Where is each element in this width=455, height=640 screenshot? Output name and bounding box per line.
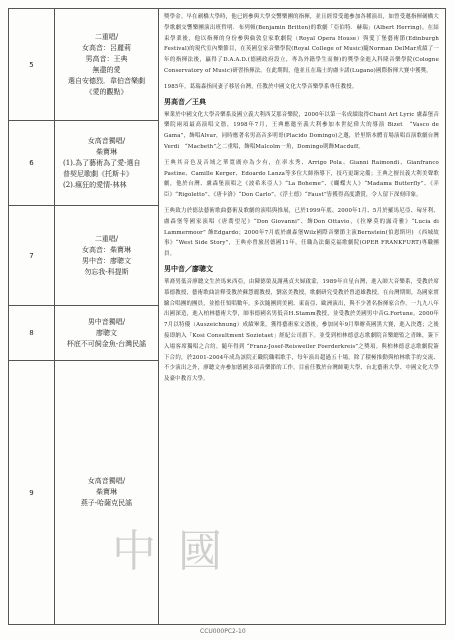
piece-line: 《愛的觀點》 bbox=[85, 87, 128, 96]
program-piece bbox=[55, 206, 159, 306]
bio-paragraph: 獎學金。早在劍橋大學時，他已經參與大學交響樂團的指揮，並且經常受邀參加各種演出，如曾受邀指揮劍橋大學歌劇交響樂團演出班哲明．布列頓(Benjamin Britten)的歌劇「亞伯特．赫瑞」(Albert Herring)。在結束學業後，他以指揮的身份參與倫敦皇家歌劇院（Royal Opera House）與愛丁堡藝術節(Edinburgh Festival)的現代室內樂節目，在英國皇家音樂學院(Royal College of Music)隨Norman DelMar成績了一年的指揮法後，贏得了D.A.A.D.(德國政府設立，專為外籍學生而辦)的獎學金進入科隆音樂學院(Cologne Conservatory of Music)研習指揮法。在此期間，他並且在瑞士的盧卡諾(Lugano)國際指揮大賽中獲獎。 bbox=[164, 14, 439, 74]
row-number: 8 bbox=[9, 306, 55, 361]
piece-line: 女高音獨唱/ bbox=[87, 136, 126, 145]
piece-line: 二重唱/ bbox=[94, 234, 119, 243]
piece-line: 選自安德烈．韋伯音樂劇 bbox=[68, 76, 145, 85]
piece-line: 二重唱/ bbox=[94, 32, 119, 41]
piece-line: 普契尼歌劇《托斯卡》 bbox=[63, 169, 133, 178]
piece-line: 女高音：柴寶琳 bbox=[82, 245, 131, 254]
piece-line: 柴寶琳 bbox=[96, 147, 117, 156]
piece-line: (2).瘋狂的愛情-林林 bbox=[63, 180, 127, 189]
piece-line: 無盡的愛 bbox=[92, 65, 121, 74]
bio-paragraph: 畢業於中國文化大學音樂系及國立義大利西艾那音樂院，2000年以第一名成績取得Chant Art Lyric 盧森堡音樂院兩項最高演唱文憑，1998年7月，王典應邀至義大利參加本世紀偉大的導演 Bizet “Vasco de Gama”，飾唱Alvar，同時應著名男高音多明哥(Placido Domingo)之邀，於里斯本體育場演唱首演歌劇台灣Verdi “Macbeth”之二重唱，飾唱Malcolm一角，Domingo則飾Macduff。 bbox=[164, 111, 439, 150]
bio-paragraph: 王典致力於德法藝術歌曲藝術及歌劇的演唱與推展，已於1999年底、2000年1月、5月於羅馬尼亞、匈牙利、盧森堡等國家演唱《唐喬望尼》“Don Giovanni”、飾Don Ottavio，《拉摩莫的露奇雅》“Lucia di Lammermoor” 飾Edgardo；2000年7月底於盧森堡Wilz國際音樂節主演Bernstein(伯恩斯坦) 《西城故事》“West Side Story”，王典亦曾旅居德國11年，任職為法蘭克福歌劇院(OPER FRANKFURT)專職團員。 bbox=[164, 207, 439, 258]
row-number: 9 bbox=[9, 361, 55, 625]
bio-paragraph: 1985年，葛瑞森指同妻子移居台灣，任教於中國文化大學音樂學系專任教授。 bbox=[164, 83, 358, 90]
program-piece bbox=[55, 306, 159, 361]
piece-line: 女高音：呂麗莉 bbox=[82, 43, 131, 52]
table-row bbox=[9, 9, 446, 121]
piece-line: 男高音：王典 bbox=[85, 54, 128, 63]
archive-watermark: 中 國 bbox=[112, 526, 226, 577]
piece-line: 男中音獨唱/ bbox=[87, 317, 126, 326]
piece-line: (1).為了藝術為了愛-選自 bbox=[63, 158, 141, 167]
piece-line: 勿忘我-科提斯 bbox=[84, 267, 129, 276]
piece-line: 杯底不可飼金魚-台灣民謠 bbox=[66, 339, 147, 348]
piece-line: 男中音：廖聰文 bbox=[82, 256, 131, 265]
row-number: 6 bbox=[9, 121, 55, 206]
piece-line: 燕子-哈薩克民謠 bbox=[80, 499, 133, 507]
bio-paragraph: 華裔男低音廖聰文生於馬來西亞，由陳德榮及謝燕貞夫婦啟蒙，1989年自星台灣，進入師大音樂系，受教於席慕德教授，藝術歌曲詮釋受教於蘇慧麗教授，劉富美教授，歌劇研究受教於曾道雄教授。在台灣期間，為國家實驗合唱團的團員，並擔任領唱數年，多次隨團到美國、東南亞、歐洲演出，與不少著名指揮家合作。一九九八年出國深造，進入柏林藝術大學，師事德國名男低音H.Stamm教授，並受教於美國男中音G.Fortune。2000年7月以特優（Auszeichnung）成績畢業，獲得藝術家文憑後，參加同年9月舉辦英國黑大賽，進入決選；之後接即納入「Kosi Consultment Sozietaet」經紀公司旗下。並受到柏林德意志歌劇院音樂總監之青睞，簽下入場客席獨唱之合約。隨年得到 “Franz-Josef-Reisweiler Foerderkreis”之獎項。與柏林德意志歌劇院簽下合約，於2001-2004年成為該院正職院職唱歌手，每年演出超過五十場。除了積極推動與柏林歌手的交流、不少演出之外，廖聰文亦參加德國多項音樂節的工作。目前任教於台灣師範大學、台北藝術大學、中國文化大學及臺中教育大學。 bbox=[164, 278, 439, 383]
piece-line: 女高音獨唱/ bbox=[87, 477, 126, 485]
program-piece bbox=[55, 121, 159, 206]
row-number: 7 bbox=[9, 206, 55, 306]
program-table bbox=[8, 8, 446, 625]
performer-heading: 男高音／王典 bbox=[164, 96, 206, 106]
page-footer-code: CCU000PC2-10 bbox=[200, 628, 246, 635]
bio-paragraph: 王典其音色及音域之華寬廣亦為少有，在率水秀、Arrigo Pola、Gianni Raimondi、Gianfranco Pastine、Camille Kerger、Edoardo Lanza等多位大師指導下，技巧更臻完備；王典之擅長義大利美聲歌劇，他於台灣、盧森堡演唱之《波希米亞人》“La Boheme”、《蝴蝶夫人》“Madama Butterfly”、《弄臣》“Rigoletto”、《唐卡洛》“Don Carlo”、《浮士德》“Faust”皆獲得高度讚賞，令人留下深刻印象。 bbox=[164, 159, 439, 199]
row-number: 5 bbox=[9, 9, 55, 121]
piece-line: 廖聰文 bbox=[96, 328, 117, 337]
performer-heading: 男中音／廖聰文 bbox=[164, 263, 213, 273]
piece-line: 柴寶琳 bbox=[96, 488, 117, 496]
program-piece bbox=[55, 9, 159, 121]
program-piece bbox=[55, 361, 159, 625]
